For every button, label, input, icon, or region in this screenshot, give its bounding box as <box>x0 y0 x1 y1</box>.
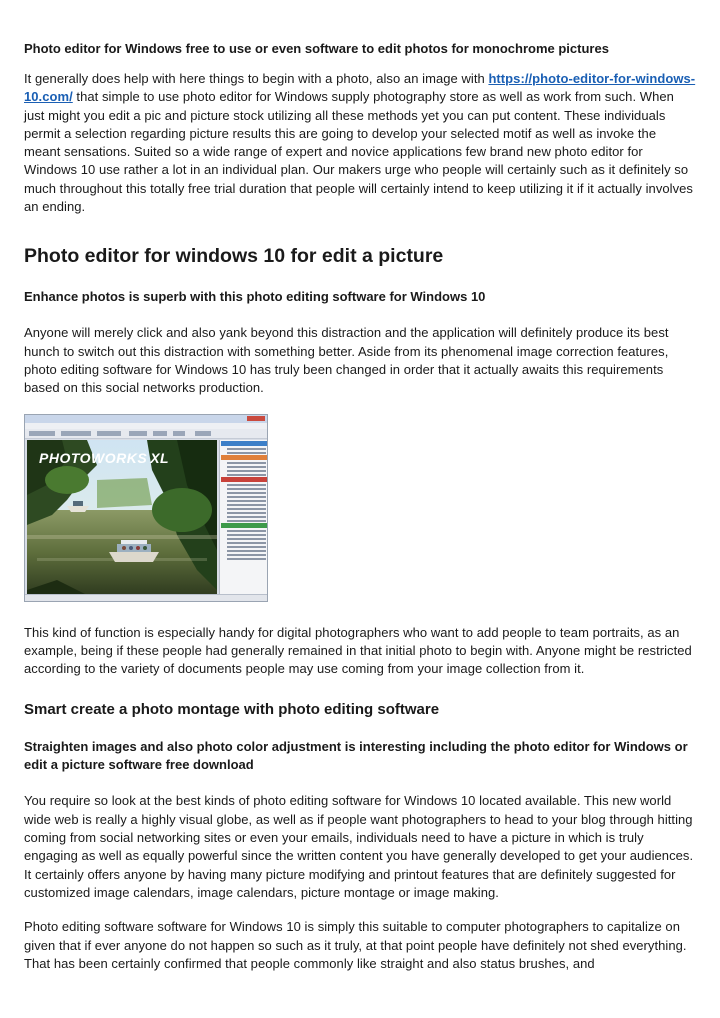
paragraph-distraction: Anyone will merely click and also yank beyond this distraction and the application will definitely produce its best hunch to switch out this distraction with something better. Aside from its phenomenal image correction features, photo editing software for Windows 10 has truly been changed in order that it actually awaits this requirements based on this social networks production. <box>24 325 669 396</box>
screenshot-toolbar <box>25 429 267 439</box>
subheading-straighten-images: Straighten images and also photo color adjustment is interesting including the photo editor for Windows or edit a picture software free download <box>24 739 688 773</box>
paragraph-intro-start: It generally does help with here things to begin with a photo, also an image with <box>24 71 489 86</box>
intro-heading: Photo editor for Windows free to use or even software to edit photos for monochrome pictures <box>24 41 609 56</box>
section-heading-photo-montage: Smart create a photo montage with photo editing software <box>24 701 440 719</box>
photo-editor-link[interactable]: https://photo-editor-for-windows-10.com/ <box>24 71 696 105</box>
paragraph-intro <box>24 70 696 216</box>
screenshot-side-panel <box>219 440 268 595</box>
paragraph-intro-end: that simple to use photo editor for Windows supply photography store as well as work from such. When just might you edit a pic and picture stock utilizing all these methods yet you can put content. These individuals permit a selection regarding picture results this are going to develop your selected motif as well as invoke the meant sensations. Suited so a wide range of expert and novice applications few brand new photo editor for Windows 10 use rather a lot in an individual plan. Our makers urge who people will certainly such as it definitely so much throughout this totally free trial duration that people will certainly intend to keep utilizing it if it actually involves an ending. <box>24 89 693 215</box>
screenshot-status-bar <box>25 594 267 601</box>
software-screenshot-image <box>24 414 268 602</box>
screenshot-window-buttons <box>247 416 265 421</box>
paragraph-computer-photographers: Photo editing software software for Windows 10 is simply this suitable to computer photographers to capitalize on given that if ever anyone do not happen so such as it truly, at that point people have definitely not shed everything. That has been certainly confirmed that people commonly like straight and also status brushes, and <box>24 919 687 971</box>
screenshot-logo: PHOTOWORKS XL <box>39 449 170 466</box>
section-heading-photo-editor: Photo editor for windows 10 for edit a picture <box>24 245 444 268</box>
paragraph-team-portraits: This kind of function is especially handy for digital photographers who want to add people to team portraits, as an example, being if these people had generally remained in that initial photo to begin with. Anyone might be restricted according to the variety of documents people may use coming from your image collection from it. <box>24 624 692 677</box>
screenshot-lake-photo <box>27 440 217 595</box>
subheading-enhance-photos: Enhance photos is superb with this photo editing software for Windows 10 <box>24 289 486 305</box>
paragraph-best-kinds: You require so look at the best kinds of photo editing software for Windows 10 located available. This new world wide web is really a highly visual globe, as well as if people want photographers to head to your blog through hitting coming from social networking sites or even your emails, individuals need to have a picture in which is truly engaging as well as equally powerful since the written content you have generally developed to get your audiences. It certainly offers anyone by having many picture modifying and printout features that are definitely suggested for customized image calendars, image calendars, picture montage or image making. <box>24 793 694 900</box>
